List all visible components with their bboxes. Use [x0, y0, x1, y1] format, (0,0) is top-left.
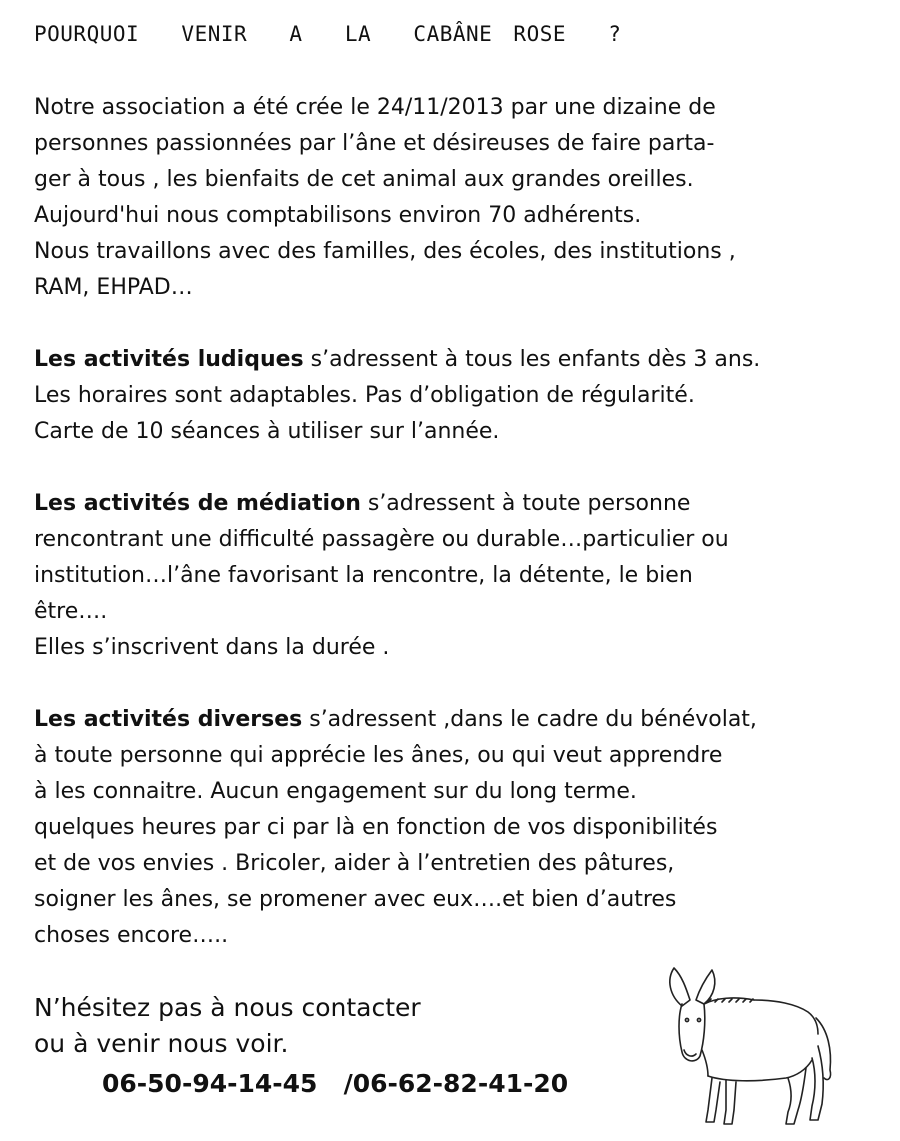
diverses-line: soigner les ânes, se promener avec eux….et bien d’autres: [34, 887, 677, 912]
diverses-heading: Les activités diverses: [34, 707, 303, 732]
mediation-line: Elles s’inscrivent dans la durée .: [34, 635, 390, 660]
page-title: POURQUOI VENIR A LA CABÂNE ROSE ?: [34, 22, 622, 46]
ludiques-first-line: [34, 342, 874, 378]
intro-paragraph: [34, 90, 874, 306]
diverses-first-line: [34, 702, 874, 738]
mediation-line: rencontrant une difficulté passagère ou durable…particulier ou: [34, 527, 729, 552]
mediation-line: institution…l’âne favorisant la rencontre, la détente, le bien: [34, 563, 693, 588]
intro-line: personnes passionnées par l’âne et désireuses de faire parta-: [34, 131, 715, 156]
phone-numbers: 06-50-94-14-45 /06-62-82-41-20: [102, 1069, 569, 1098]
contact-line: ou à venir nous voir.: [34, 1029, 289, 1058]
mediation-first-line: [34, 486, 874, 522]
mediation-heading: Les activités de médiation: [34, 491, 361, 516]
ludiques-paragraph: [34, 342, 874, 450]
mediation-paragraph: [34, 486, 874, 666]
intro-line: Nous travaillons avec des familles, des écoles, des institutions ,: [34, 239, 736, 264]
document-page: [34, 22, 874, 1102]
ludiques-first-text: s’adressent à tous les enfants dès 3 ans.: [303, 347, 761, 372]
diverses-first-text: s’adressent ,dans le cadre du bénévolat,: [302, 707, 757, 732]
intro-line: Notre association a été crée le 24/11/2013 par une dizaine de: [34, 95, 716, 120]
diverses-paragraph: [34, 702, 874, 954]
intro-line: ger à tous , les bienfaits de cet animal aux grandes oreilles.: [34, 167, 694, 192]
ludiques-line: Carte de 10 séances à utiliser sur l’année.: [34, 419, 500, 444]
donkey-icon: [656, 960, 856, 1130]
diverses-line: quelques heures par ci par là en fonction de vos disponibilités: [34, 815, 718, 840]
diverses-line: à toute personne qui apprécie les ânes, ou qui veut apprendre: [34, 743, 723, 768]
diverses-line: à les connaitre. Aucun engagement sur du long terme.: [34, 779, 637, 804]
intro-line: Aujourd'hui nous comptabilisons environ 70 adhérents.: [34, 203, 642, 228]
diverses-line: et de vos envies . Bricoler, aider à l’entretien des pâtures,: [34, 851, 675, 876]
diverses-line: choses encore…..: [34, 923, 229, 948]
ludiques-line: Les horaires sont adaptables. Pas d’obligation de régularité.: [34, 383, 695, 408]
intro-line: RAM, EHPAD…: [34, 275, 193, 300]
mediation-first-text: s’adressent à toute personne: [360, 491, 691, 516]
ludiques-heading: Les activités ludiques: [34, 347, 304, 372]
contact-line: N’hésitez pas à nous contacter: [34, 993, 421, 1022]
mediation-line: être….: [34, 599, 108, 624]
